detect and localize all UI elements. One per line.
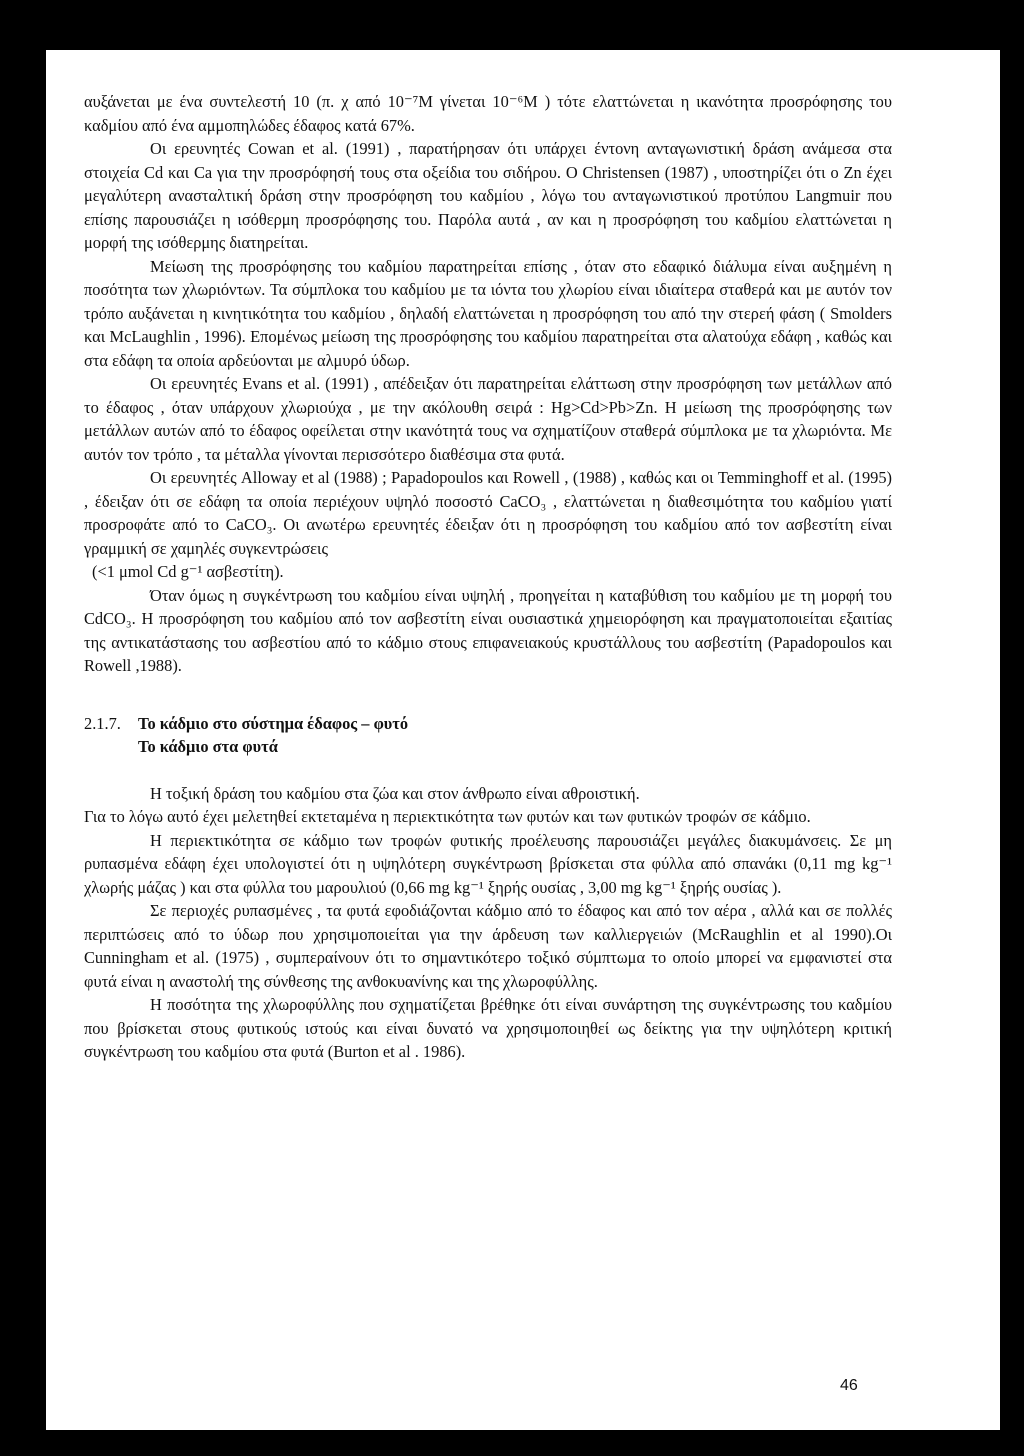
section-heading — [84, 712, 892, 736]
spacer — [84, 678, 892, 712]
paragraph: Η ποσότητα της χλωροφύλλης που σχηματίζεται βρέθηκε ότι είναι συνάρτηση της συγκέντρωσης του καδμίου που βρίσκεται στους φυτικούς ιστούς και είναι δυνατό να χρησιμοποιηθεί ως δείκτης για την υψηλότερη κριτική συγκέντρωση του καδμίου στα φυτά (Burton et al . 1986). — [84, 995, 892, 1061]
paragraph: Οι ερευνητές Alloway et al (1988) ; Papadopoulos και Rowell , (1988) , καθώς και οι Temminghoff et al. (1995) , έδειξαν ότι σε εδάφη τα οποία περιέχουν υψηλό ποσοστό CaCO₃ , ελαττώνεται η διαθεσιμότητα του καδμίου γιατί προσροφάτε από το CaCO₃. Οι ανωτέρω ερευνητές έδειξαν ότι η προσρόφηση του καδμίου από τον ασβεστίτη είναι γραμμική σε χαμηλές συγκεντρώσεις — [84, 468, 892, 558]
paragraph: Σε περιοχές ρυπασμένες , τα φυτά εφοδιάζονται κάδμιο από το έδαφος και από τον αέρα , αλλά και σε πολλές περιπτώσεις από το ύδωρ που χρησιμοποιείται για την άρδευση των καλλιεργειών (McRaughlin et al 1990).Οι Cunningham et al. (1975) , συμπεραίνουν ότι το σημαντικότερο τοξικό σύμπτωμα το οποίο μπορεί να εμφανιστεί στα φυτά είναι η αναστολή της σύνθεσης της ανθοκυανίνης και της χλωροφύλλης. — [84, 901, 892, 991]
paragraph: Οι ερευνητές Cowan et al. (1991) , παρατήρησαν ότι υπάρχει έντονη ανταγωνιστική δράση ανάμεσα στα στοιχεία Cd και Ca για την προσρόφησή τους στα οξείδια του σιδήρου. Ο Christensen (1987) , υποστηρίζει ότι ο Zn έχει μεγαλύτερη ανασταλτική δράση στην προσρόφηση του καδμίου , λόγω του ανταγωνιστικού προτύπου Langmuir που επίσης παρουσιάζει η ισόθερμη προσρόφησης του. Παρόλα αυτά , αν και η προσρόφηση του καδμίου ελαττώνεται η μορφή της ισόθερμης διατηρείται. — [84, 139, 892, 252]
paragraph: Η τοξική δράση του καδμίου στα ζώα και στον άνθρωπο είναι αθροιστική. — [150, 783, 640, 803]
paragraph: Μείωση της προσρόφησης του καδμίου παρατηρείται επίσης , όταν στο εδαφικό διάλυμα είναι αυξημένη η ποσότητα των χλωριόντων. Τα σύμπλοκα του καδμίου με τα ιόντα του χλωρίου είναι ιδιαίτερα σταθερά και με αυτόν τον τρόπο αυξάνεται η κινητικότητα του καδμίου , δηλαδή ελαττώνεται η προσρόφηση του από την στερεή φάση ( Smolders και McLaughlin , 1996). Επομένως μείωση της προσρόφησης του καδμίου παρατηρείται στα αλατούχα εδάφη , καθώς και στα εδάφη τα οποία αρδεύονται με αλμυρό ύδωρ. — [84, 256, 892, 370]
section-subtitle: Το κάδμιο στα φυτά — [138, 737, 278, 756]
paragraph: (<1 μmol Cd g⁻¹ ασβεστίτη). — [92, 562, 284, 581]
section-title: Το κάδμιο στο σύστημα έδαφος – φυτό — [138, 713, 409, 733]
body-text — [84, 90, 892, 1064]
paragraph: Η περιεκτικότητα σε κάδμιο των τροφών φυτικής προέλευσης παρουσιάζει μεγάλες διακυμάνσεις. Σε μη ρυπασμένα εδάφη έχει υπολογιστεί ότι η υψηλότερη συγκέντρωση βρίσκεται στα φύλλα από σπανάκι (0,11 mg kg⁻¹ χλωρής μάζας ) και στα φύλλα του μαρουλιού (0,66 mg kg⁻¹ ξηρής ουσίας , 3,00 mg kg⁻¹ ξηρής ουσίας ). — [84, 830, 892, 897]
paragraph: Για το λόγω αυτό έχει μελετηθεί εκτεταμένα η περιεκτικότητα των φυτών και των φυτικών τροφών σε κάδμιο. — [84, 807, 811, 826]
page-number: 46 — [840, 1377, 858, 1394]
paragraph: Όταν όμως η συγκέντρωση του καδμίου είναι υψηλή , προηγείται η καταβύθιση του καδμίου με τη μορφή του CdCO₃. Η προσρόφηση του καδμίου από τον ασβεστίτη είναι ουσιαστικά χημειορόφηση και πραγματοποιείται εξαιτίας της αντικατάστασης του ασβεστίου από το κάδμιο στους επιφανειακούς κρυστάλλους του ασβεστίτη (Papadopoulos και Rowell ,1988). — [84, 585, 892, 675]
section-number: 2.1.7. — [84, 713, 121, 733]
spacer — [84, 759, 892, 782]
paragraph: Οι ερευνητές Evans et al. (1991) , απέδειξαν ότι παρατηρείται ελάττωση στην προσρόφηση των μετάλλων από το έδαφος , όταν υπάρχουν χλωριούχα , με την ακόλουθη σειρά : Hg>Cd>Pb>Zn. Η μείωση της προσρόφησης των μετάλλων αυτών από το έδαφος οφείλεται στην ικανότητά τους να σχηματίζουν σταθερά σύμπλοκα με τα χλωριόντα. Με αυτόν τον τρόπο , τα μέταλλα γίνονται περισσότερο διαθέσιμα στα φυτά. — [84, 374, 892, 464]
paragraph: αυξάνεται με ένα συντελεστή 10 (π. χ από 10⁻⁷Μ γίνεται 10⁻⁶Μ ) τότε ελαττώνεται η ικανότητα προσρόφησης του καδμίου από ένα αμμοπηλώδες έδαφος κατά 67%. — [84, 92, 892, 135]
